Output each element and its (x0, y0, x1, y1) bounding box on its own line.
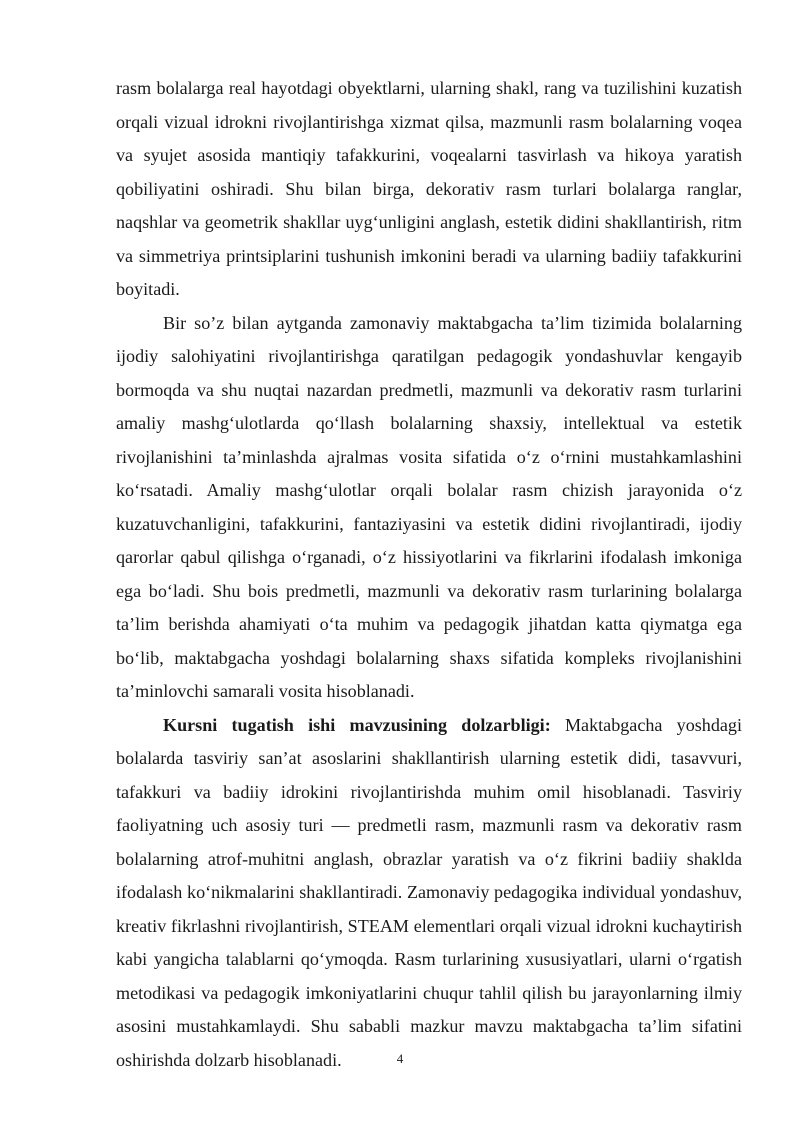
paragraph-continuation: rasm bolalarga real hayotdagi obyektlarni, ularning shakl, rang va tuzilishini kuzatish orqali vizual idrokni rivojlantirishga xizmat qilsa, mazmunli rasm bolalarning voqea va syujet asosida mantiqiy tafakkurini, voqealarni tasvirlash va hikoya yaratish qobiliyatini oshiradi. Shu bilan birga, dekorativ rasm turlari bolalarga ranglar, naqshlar va geometrik shakllar uyg‘unligini anglash, estetik didini shakllantirish, ritm va simmetriya printsiplarini tushunish imkonini beradi va ularning badiiy tafakkurini boyitadi. (116, 78, 742, 299)
page-number: 4 (396, 1051, 404, 1066)
relevance-body: Maktabgacha yoshdagi bolalarda tasviriy san’at asoslarini shakllantirish ularning estetik didi, tasavvuri, tafakkuri va badiiy idrokini rivojlantirishda muhim omil hisoblanadi. Tasviriy faoliyatning uch asosiy turi — predmetli rasm, mazmunli rasm va dekorativ rasm bolalarning atrof-muhitni anglash, obrazlar yaratish va o‘z fikrini badiiy shaklda ifodalash ko‘nikmalarini shakllantiradi. Zamonaviy pedagogika individual yondashuv, kreativ fikrlashni rivojlantirish, STEAM elementlari orqali vizual idrokni kuchaytirish kabi yangicha talablarni qo‘ymoqda. Rasm turlarining xususiyatlari, ularni o‘rgatish metodikasi va pedagogik imkoniyatlarini chuqur tahlil qilish bu jarayonlarning ilmiy asosini mustahkamlaydi. Shu sababli mazkur mavzu maktabgacha ta’lim sifatini oshirishda dolzarb hisoblanadi. (116, 714, 742, 1070)
relevance-heading: Kursni tugatish ishi mavzusining dolzarbligi: (163, 714, 551, 735)
paragraph-summary: Bir so’z bilan aytganda zamonaviy maktabgacha ta’lim tizimida bolalarning ijodiy salohiyatini rivojlantirishga qaratilgan pedagogik yondashuvlar kengayib bormoqda va shu nuqtai nazardan predmetli, mazmunli va dekorativ rasm turlarini amaliy mashg‘ulotlarda qo‘llash bolalarning shaxsiy, intellektual va estetik rivojlanishini ta’minlashda ajralmas vosita sifatida o‘z o‘rnini mustahkamlashini ko‘rsatadi. Amaliy mashg‘ulotlar orqali bolalar rasm chizish jarayonida o‘z kuzatuvchanligini, tafakkurini, fantaziyasini va estetik didini rivojlantiradi, ijodiy qarorlar qabul qilishga o‘rganadi, o‘z hissiyotlarini va fikrlarini ifodalash imkoniga ega bo‘ladi. Shu bois predmetli, mazmunli va dekorativ rasm turlarining bolalarga ta’lim berishda ahamiyati o‘ta muhim va pedagogik jihatdan katta qiymatga ega bo‘lib, maktabgacha yoshdagi bolalarning shaxs sifatida kompleks rivojlanishini ta’minlovchi samarali vosita hisoblanadi. (116, 312, 742, 701)
paragraph-relevance (116, 709, 742, 1078)
body-text (116, 72, 742, 1077)
